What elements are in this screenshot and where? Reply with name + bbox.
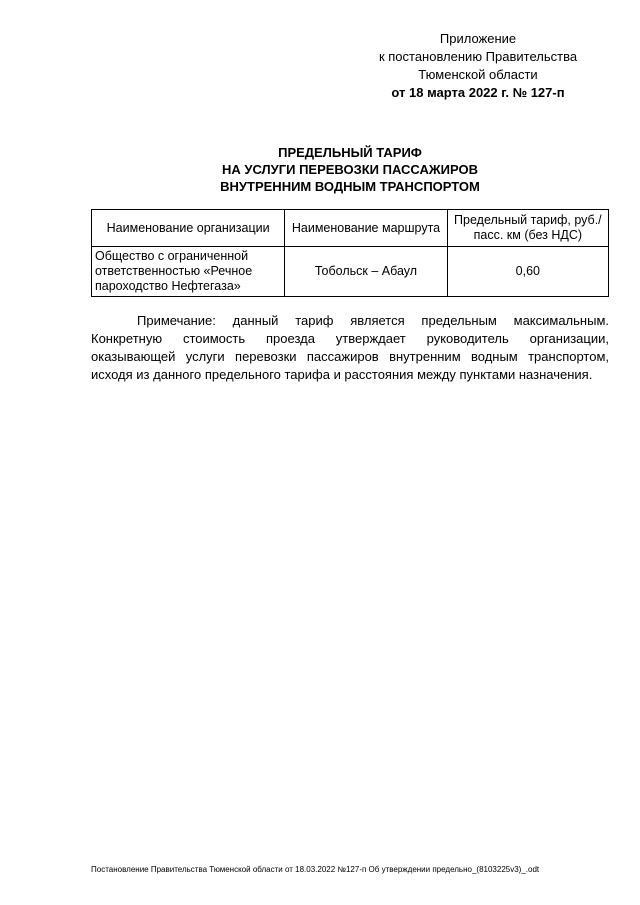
cell-route: Тобольск – Абаул <box>285 247 447 297</box>
note-paragraph: Примечание: данный тариф является предельным максимальным. Конкретную стоимость проезда утверждает руководитель организации, оказывающей услуги перевозки пассажиров внутренним водным транспортом, исходя из данного предельного тарифа и расстояния между пунктами назначения. <box>91 313 609 382</box>
footer-filename: Постановление Правительства Тюменской области от 18.03.2022 №127-п Об утверждении предельно_(8103225v3)_.odt <box>91 865 540 874</box>
title-line-2: НА УСЛУГИ ПЕРЕВОЗКИ ПАССАЖИРОВ <box>222 162 478 177</box>
cell-tariff: 0,60 <box>447 247 608 297</box>
appendix-date-number: от 18 марта 2022 г. № 127-п <box>391 85 565 100</box>
appendix-label: Приложение <box>439 31 517 46</box>
table-header-row <box>92 210 609 247</box>
tariff-table <box>91 209 609 297</box>
header-route: Наименование маршрута <box>285 210 447 247</box>
title-line-1: ПРЕДЕЛЬНЫЙ ТАРИФ <box>278 145 422 160</box>
appendix-block <box>360 30 596 102</box>
header-tariff: Предельный тариф, руб./пасс. км (без НДС) <box>447 210 608 247</box>
header-organization: Наименование организации <box>92 210 285 247</box>
document-title <box>90 144 610 195</box>
appendix-resolution-ref: к постановлению Правительства <box>378 49 578 64</box>
table-row <box>92 247 609 297</box>
cell-organization: Общество с ограниченной ответственностью «Речное пароходство Нефтегаза» <box>92 247 285 297</box>
title-line-3: ВНУТРЕННИМ ВОДНЫМ ТРАНСПОРТОМ <box>220 179 480 194</box>
appendix-region: Тюменской области <box>418 67 538 82</box>
